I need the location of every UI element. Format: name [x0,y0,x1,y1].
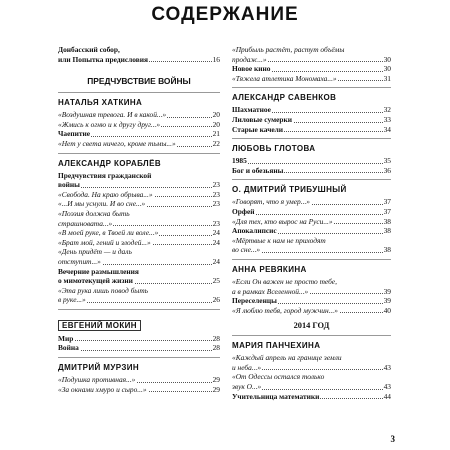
toc-entry[interactable] [58,334,220,344]
toc-entry[interactable] [232,125,391,135]
toc-entry[interactable] [232,156,391,166]
author-name: АЛЕКСАНДР САВЕНКОВ [232,93,337,103]
toc-entry-page: 38 [383,226,391,236]
toc-entry[interactable] [58,247,220,257]
toc-entry[interactable] [58,199,220,209]
toc-entry-page: 35 [383,156,391,166]
author-name: ДМИТРИЙ МУРЗИН [58,363,140,373]
toc-entry[interactable] [232,217,391,227]
toc-entry[interactable] [58,295,220,305]
toc-entry-page: 34 [383,124,391,134]
toc-entry-title: «Подушка противная...» [58,375,136,385]
toc-entry[interactable] [232,105,391,115]
divider [58,153,220,154]
toc-entry-title: войны [58,180,80,190]
year-heading: 2014 ГОД [293,321,330,331]
toc-entry[interactable] [232,236,391,246]
toc-entry-page: 26 [212,295,220,305]
toc-entry-title: Старые качели [232,124,284,134]
author-name: НАТАЛЬЯ ХАТКИНА [58,98,143,108]
toc-entry[interactable] [232,166,391,176]
toc-entry[interactable] [58,209,220,219]
author-name: О. ДМИТРИЙ ТРИБУШНЫЙ [232,185,347,195]
toc-entry-title: «Я люблю тебя, город мужчин...» [232,305,338,315]
toc-entry[interactable] [58,276,220,286]
toc-entry[interactable] [232,372,391,382]
toc-entry-title: «В моей руке, в Твоей ли воле...» [58,228,159,238]
toc-entry-page: 40 [383,305,391,315]
toc-entry-title: Новое кино [232,64,271,74]
toc-entry-page: 20 [212,119,220,129]
toc-entry-page: 37 [383,206,391,216]
author-name: АННА РЕВЯКИНА [232,264,307,274]
toc-list [58,375,220,394]
toc-entry-title: «Тяжела атлетика Мономаха...» [232,73,337,83]
divider [232,259,391,260]
toc-entry[interactable]: или Попытка предисловия 16 [58,54,220,64]
toc-entry-page: 24 [212,237,220,247]
toc-entry-page: 22 [212,138,220,148]
toc-entry[interactable] [58,267,220,277]
toc-entry[interactable] [58,375,220,385]
toc-entry-page: 38 [383,245,391,255]
toc-entry-title: Чаепитие [58,129,91,139]
toc-entry[interactable] [58,385,220,395]
toc-entry-title: продаж...» [232,54,267,64]
toc-entry-page: 44 [383,391,391,401]
toc-entry-title: Вечерние размышления [58,266,139,276]
page-title: СОДЕРЖАНИЕ [151,4,299,25]
author-name: МАРИЯ ПАНЧЕХИНА [232,341,321,351]
toc-entry-page: 32 [383,105,391,115]
toc-entry[interactable] [58,129,220,139]
toc-entry-title: и неба...» [232,362,262,372]
toc-entry-title: «Эта рука лишь повод быть [58,285,149,295]
toc-entry[interactable] [58,343,220,353]
toc-entry[interactable] [58,286,220,296]
author-name: ЛЮБОВЬ ГЛОТОВА [232,144,316,154]
toc-list [58,334,220,353]
toc-entry[interactable] [232,277,391,287]
toc-entry[interactable] [232,64,391,74]
toc-entry-page: 29 [212,375,220,385]
toc-entry-page: 43 [383,382,391,392]
toc-entry[interactable] [58,110,220,120]
toc-entry-title: «Каждый апрель на границе земли [232,353,342,363]
toc-entry-page: 23 [212,218,220,228]
author-name: АЛЕКСАНДР КОРАБЛЁВ [58,158,162,168]
toc-entry[interactable]: Донбасский собор, [58,45,120,54]
toc-entry-title: «Поэзия должна быть [58,208,130,218]
toc-entry[interactable] [58,219,220,229]
toc-entry-title: «Жмись к огню и к другу друг...» [58,119,161,129]
toc-entry-title: «День придёт — и даль [58,247,132,257]
toc-entry[interactable] [232,45,391,55]
toc-entry-page: 30 [383,64,391,74]
toc-entry[interactable] [58,228,220,238]
toc-entry-page: 29 [212,384,220,394]
toc-entry[interactable] [58,120,220,130]
toc-entry-title: о мимотекущей жизни [58,276,133,286]
toc-entry-title: «Мёртвые к нам не приходят [232,235,326,245]
toc-entry-page: 28 [212,343,220,353]
toc-entry-title: Мир [58,333,74,343]
toc-entry-page: 25 [212,276,220,286]
toc-intro [58,45,220,64]
toc-entry-title: во сне...» [232,245,261,255]
toc-entry-title: «Брат мой, гений и злодей...» [58,237,151,247]
toc-entry[interactable] [232,306,391,316]
toc-entry[interactable] [58,190,220,200]
toc-entry[interactable] [58,238,220,248]
toc-entry[interactable] [232,74,391,84]
toc-entry-page: 38 [383,216,391,226]
toc-entry[interactable] [232,287,391,297]
toc-entry-title: «Нет у света ничего, кроме тьмы...» [58,138,176,148]
toc-list [232,197,391,255]
toc-entry-title: «Свобода. На краю обрыва...» [58,189,153,199]
toc-entry[interactable] [232,392,391,402]
toc-entry[interactable] [58,257,220,267]
toc-entry-page: 24 [212,256,220,266]
divider [232,138,391,139]
toc-right-column [232,45,391,401]
toc-list [232,156,391,175]
toc-entry-page: 23 [212,189,220,199]
toc-list [232,277,391,315]
divider [232,87,391,88]
toc-entry[interactable] [58,171,220,181]
toc-entry-title: «Воздушная тревога. И в какой...» [58,110,167,120]
toc-entry-page: 21 [212,129,220,139]
toc-entry-page: 30 [383,54,391,64]
toc-entry-page: 23 [212,199,220,209]
toc-entry-title: 1985 [232,156,247,166]
toc-entry-page: 43 [383,362,391,372]
divider [232,179,391,180]
toc-entry-title: «Если Он важен не просто тебе, [232,276,337,286]
toc-entry[interactable] [232,382,391,392]
toc-entry-page: 28 [212,333,220,343]
toc-entry-title: Лиловые сумерки [232,114,293,124]
toc-entry[interactable] [58,180,220,190]
section-heading: ПРЕДЧУВСТВИЕ ВОЙНЫ [87,76,191,87]
toc-entry-page: 23 [212,180,220,190]
divider [58,92,220,93]
toc-entry-title: Орфей [232,206,255,216]
divider [58,357,220,358]
toc-entry-page: 31 [383,73,391,83]
toc-left-column [58,45,220,394]
toc-entry-title: «...И мы уснули. И во сне...» [58,199,146,209]
toc-list [58,110,220,148]
toc-entry-title: Переселенцы [232,296,277,306]
toc-entry-title: отступит...» [58,256,101,266]
toc-entry-title: Шахматное [232,105,271,115]
toc-entry[interactable] [232,245,391,255]
toc-entry-page: 33 [383,114,391,124]
toc-entry-page: 37 [383,197,391,207]
toc-entry-page: 39 [383,286,391,296]
toc-list [232,105,391,134]
toc-entry[interactable] [232,55,391,65]
divider [232,335,391,336]
toc-entry-title: «За окнами хмуро и сыро...» [58,384,147,394]
toc-entry-page: 36 [383,165,391,175]
toc-entry-title: «От Одессы остался только [232,372,325,382]
toc-entry-title: Учительница математики [232,391,320,401]
toc-entry[interactable] [232,226,391,236]
toc-entry-title: звук О...» [232,382,262,392]
toc-entry-page: 20 [212,110,220,120]
toc-entry-title: в руке...» [58,295,86,305]
toc-entry[interactable] [232,207,391,217]
toc-entry-title: Бог и обезьяны [232,165,284,175]
toc-entry-title: Война [58,343,79,353]
author-name: ЕВГЕНИЙ МОКИН [58,320,141,331]
toc-entry-page: 39 [383,296,391,306]
toc-entry-title: «Прибыль растёт, растут объёмы [232,45,345,54]
toc-entry-page: 24 [212,228,220,238]
toc-entry-title: Предчувствия гражданской [58,170,152,180]
toc-list [232,45,391,83]
toc-entry[interactable] [232,197,391,207]
toc-entry-title: Апокалипсис [232,226,277,236]
page-number: 3 [390,434,395,444]
toc-entry[interactable] [232,353,391,363]
toc-entry-title: страшновата...» [58,218,113,228]
toc-list [232,353,391,401]
toc-list [58,171,220,305]
toc-entry[interactable] [232,296,391,306]
toc-entry-title: а в рамках Вселенной...» [232,286,309,296]
toc-entry[interactable] [232,115,391,125]
divider [58,309,220,310]
toc-entry[interactable] [58,139,220,149]
toc-entry-title: «Говорят, что я умер...» [232,197,310,207]
toc-entry-title: «Для тех, кто вырос на Руси...» [232,216,333,226]
